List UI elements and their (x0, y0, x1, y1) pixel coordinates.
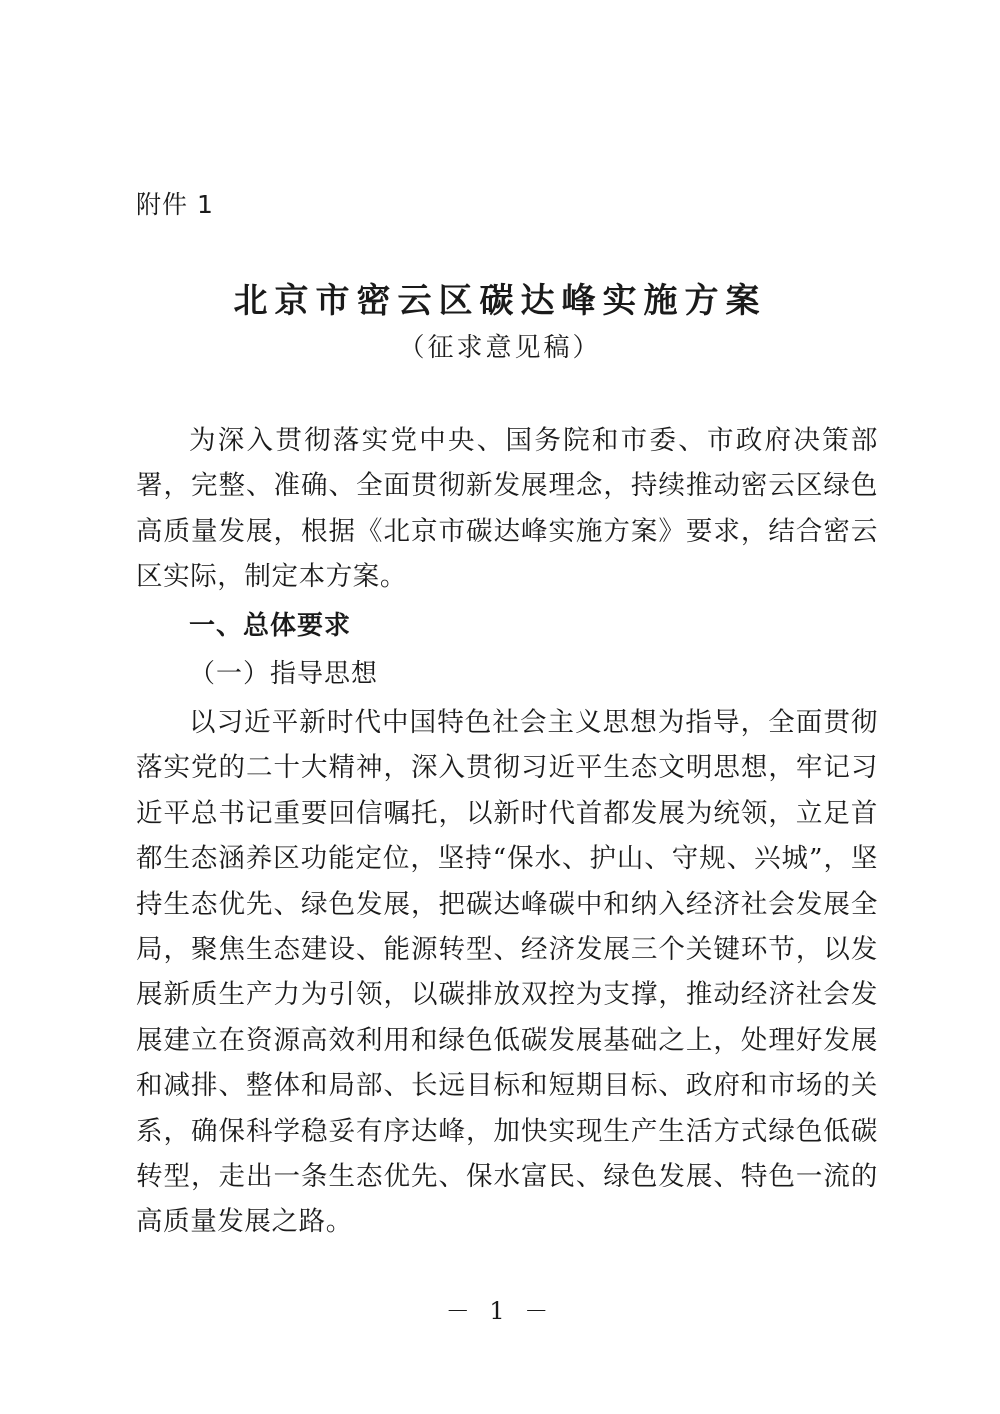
document-title: 北京市密云区碳达峰实施方案 (233, 281, 767, 321)
section-heading: 一、总体要求 (189, 611, 352, 641)
document-subtitle: （征求意见稿） (398, 333, 602, 363)
page-number: － 1 － (445, 1297, 555, 1325)
attachment-label: 附件 1 (136, 190, 214, 219)
guiding-paragraph: 以习近平新时代中国特色社会主义思想为指导，全面贯彻落实党的二十大精神，深入贯彻习近平生态文明思想，牢记习近平总书记重要回信嘱托，以新时代首都发展为统领，立足首都生态涵养区功能定位，坚持“保水、护山、守规、兴城”，坚持生态优先、绿色发展，把碳达峰碳中和纳入经济社会发展全局，聚焦生态建设、能源转型、经济发展三个关键环节，以发展新质生产力为引领，以碳排放双控为支撑，推动经济社会发展建立在资源高效利用和绿色低碳发展基础之上，处理好发展和减排、整体和局部、长远目标和短期目标、政府和市场的关系，确保科学稳妥有序达峰，加快实现生产生活方式绿色低碳转型，走出一条生态优先、保水富民、绿色发展、特色一流的高质量发展之路。 (136, 707, 878, 1238)
intro-paragraph: 为深入贯彻落实党中央、国务院和市委、市政府决策部署，完整、准确、全面贯彻新发展理念，持续推动密云区绿色高质量发展，根据《北京市碳达峰实施方案》要求，结合密云区实际，制定本方案。 (136, 425, 878, 593)
subsection-heading: （一）指导思想 (189, 659, 379, 689)
